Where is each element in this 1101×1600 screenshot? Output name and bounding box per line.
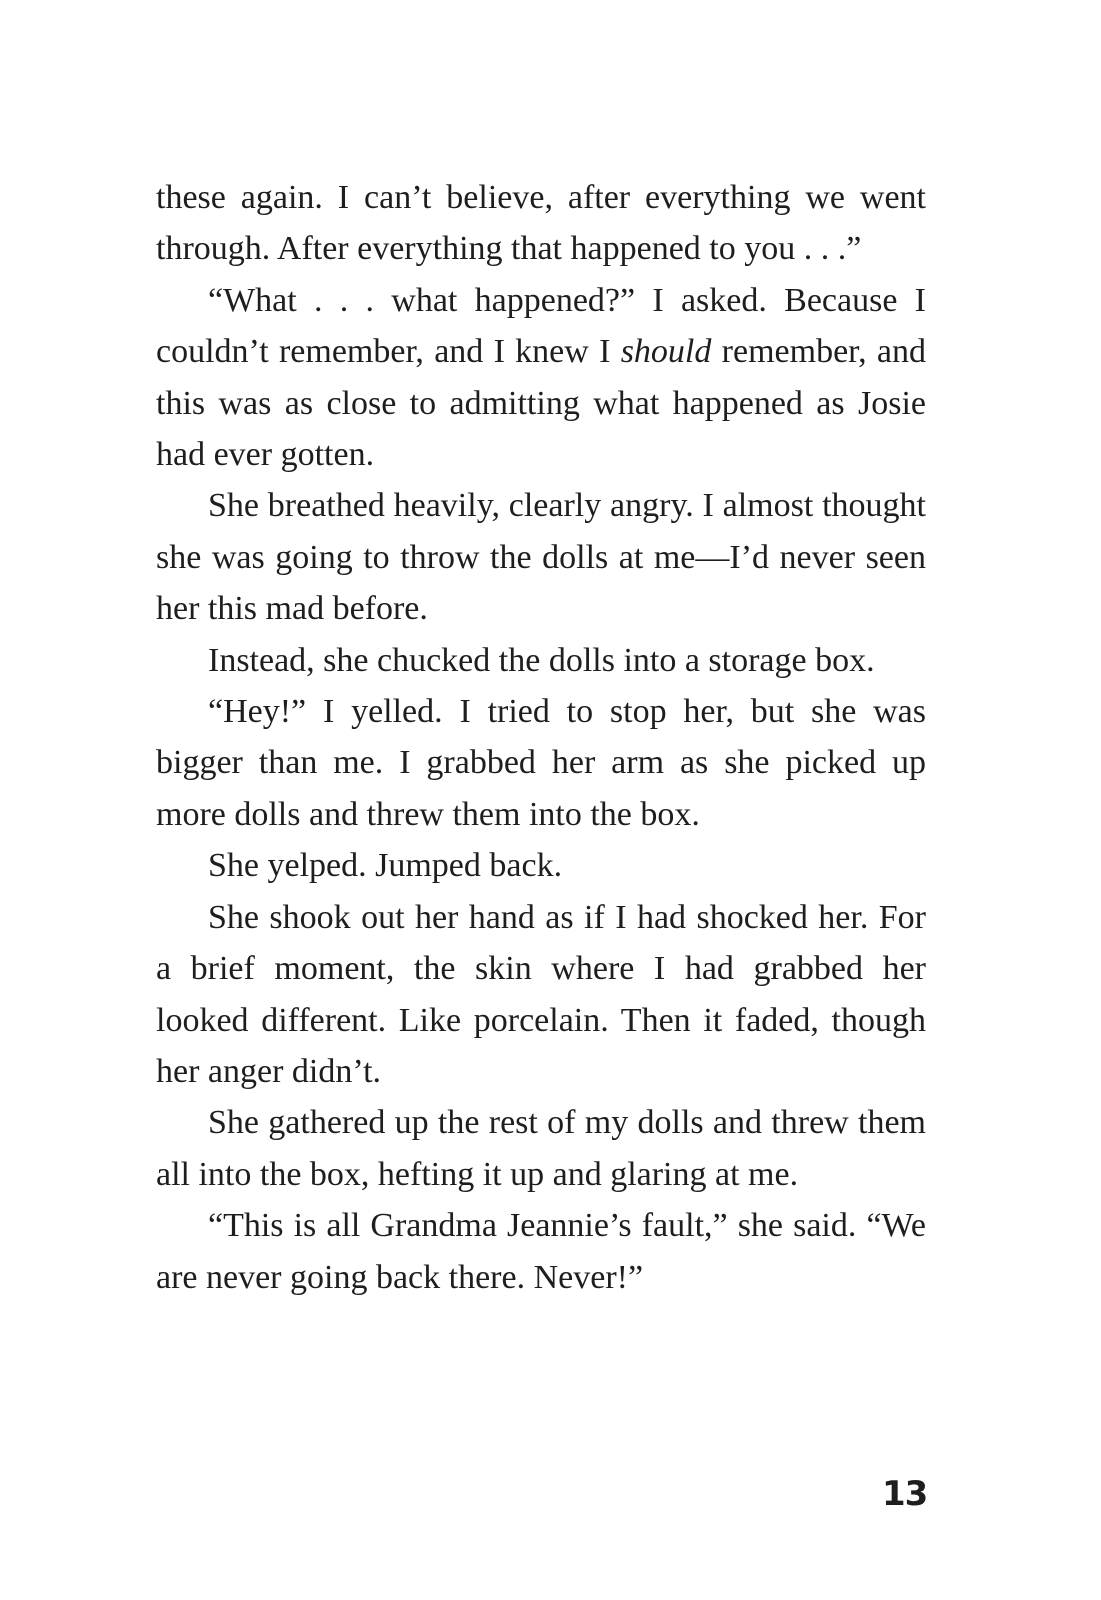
page-number: 13 bbox=[882, 1474, 928, 1514]
paragraph-9: “This is all Grandma Jeannie’s fault,” she said. “We are never going back there. Never!” bbox=[156, 1207, 926, 1296]
paragraph-6: She yelped. Jumped back. bbox=[208, 847, 563, 885]
paragraph-2-before: “What . . . what happened?” I asked. Because I couldn’t remember, and I knew I bbox=[156, 281, 926, 371]
paragraph-2 bbox=[156, 275, 926, 481]
paragraph-8: She gathered up the rest of my dolls and threw them all into the box, hefting it up and glaring at me. bbox=[156, 1104, 926, 1193]
paragraph-4: Instead, she chucked the dolls into a storage box. bbox=[208, 641, 875, 679]
paragraph-7: She shook out her hand as if I had shocked her. For a brief moment, the skin where I had grabbed her looked different. Like porcelain. Then it faded, though her anger didn’t. bbox=[156, 898, 926, 1090]
paragraph-1: these again. I can’t believe, after everything we went through. After everything that happened to you . . .” bbox=[156, 179, 926, 268]
paragraph-5: “Hey!” I yelled. I tried to stop her, but she was bigger than me. I grabbed her arm as she picked up more dolls and threw them into the box. bbox=[156, 693, 926, 833]
paragraph-3: She breathed heavily, clearly angry. I almost thought she was going to throw the dolls at me—I’d never seen her this mad before. bbox=[156, 487, 926, 628]
body-text bbox=[156, 172, 926, 1303]
paragraph-2-after: remember, and this was as close to admitting what happened as Josie had ever gotten. bbox=[156, 333, 926, 474]
paragraph-2-emphasis: should bbox=[620, 333, 712, 371]
